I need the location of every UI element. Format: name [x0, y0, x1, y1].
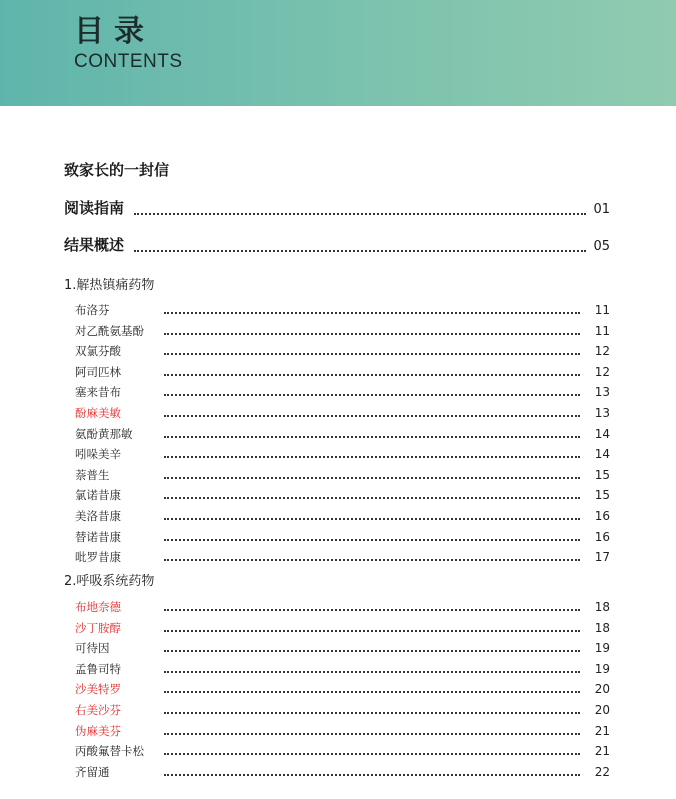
- toc-drug-entry[interactable]: [75, 763, 610, 781]
- toc-entry-page: 01: [593, 202, 610, 217]
- drug-name: 沙丁胺醇: [75, 620, 121, 635]
- section-title-antipyretic: 1.解热镇痛药物: [64, 278, 155, 293]
- drug-page-number: 14: [594, 426, 610, 441]
- drug-name: 布地奈德: [75, 600, 121, 614]
- drug-page-number: 11: [594, 323, 610, 338]
- drug-name: 塞来昔布: [75, 385, 121, 400]
- drug-name: 布洛芬: [75, 303, 110, 317]
- drug-page-number: 20: [594, 682, 610, 697]
- dot-leader: [164, 650, 580, 652]
- drug-name: 伪麻美芬: [75, 723, 121, 738]
- toc-drug-entry[interactable]: [75, 598, 610, 616]
- drug-page-number: 19: [594, 641, 610, 656]
- toc-entry-results-overview[interactable]: [64, 235, 610, 257]
- drug-page-number: 16: [594, 529, 610, 544]
- toc-preface[interactable]: [64, 160, 610, 180]
- toc-drug-entry[interactable]: [75, 363, 610, 381]
- toc-drug-entry[interactable]: [75, 342, 610, 360]
- dot-leader: [164, 518, 580, 520]
- header-banner: [0, 0, 676, 106]
- drug-page-number: 21: [594, 723, 610, 738]
- toc-entry-label: 结果概述: [64, 236, 125, 254]
- toc-drug-entry[interactable]: [75, 742, 610, 760]
- drug-page-number: 13: [594, 406, 610, 420]
- drug-name: 美洛昔康: [75, 509, 121, 523]
- dot-leader: [164, 609, 580, 611]
- drug-page-number: 12: [594, 344, 610, 359]
- toc-drug-entry[interactable]: [75, 639, 610, 657]
- drug-name: 可待因: [75, 641, 110, 656]
- toc-drug-entry[interactable]: [75, 445, 610, 463]
- dot-leader: [164, 539, 580, 541]
- dot-leader: [164, 374, 580, 376]
- drug-page-number: 14: [594, 447, 610, 462]
- drug-name: 齐留通: [75, 764, 110, 779]
- drug-page-number: 21: [594, 744, 610, 759]
- section-title-respiratory: 2.呼吸系统药物: [64, 574, 155, 589]
- page-subtitle: CONTENTS: [74, 51, 183, 72]
- dot-leader: [164, 415, 580, 417]
- dot-leader: [164, 477, 580, 479]
- dot-leader: [164, 753, 580, 755]
- toc-entry-reading-guide[interactable]: [64, 198, 610, 220]
- drug-name: 吡罗昔康: [75, 550, 121, 565]
- dot-leader: [164, 712, 580, 714]
- drug-name: 吲哚美辛: [75, 447, 121, 462]
- drug-page-number: 18: [594, 600, 610, 614]
- dot-leader: [134, 213, 586, 215]
- toc-drug-entry[interactable]: [75, 528, 610, 546]
- drug-page-number: 18: [594, 620, 610, 635]
- dot-leader: [164, 456, 580, 458]
- dot-leader: [164, 691, 580, 693]
- drug-page-number: 16: [594, 509, 610, 523]
- drug-name: 酚麻美敏: [75, 406, 121, 420]
- dot-leader: [164, 733, 580, 735]
- dot-leader: [134, 250, 586, 252]
- drug-name: 沙美特罗: [75, 682, 121, 697]
- drug-name: 氯诺昔康: [75, 488, 121, 503]
- drug-page-number: 17: [594, 550, 610, 565]
- drug-name: 氨酚黄那敏: [75, 426, 133, 441]
- drug-page-number: 20: [594, 703, 610, 717]
- dot-leader: [164, 630, 580, 632]
- toc-drug-entry[interactable]: [75, 548, 610, 566]
- page-title: 目录: [74, 14, 154, 49]
- drug-name: 阿司匹林: [75, 364, 121, 379]
- toc-drug-entry[interactable]: [75, 486, 610, 504]
- toc-drug-entry[interactable]: [75, 425, 610, 443]
- toc-drug-entry[interactable]: [75, 507, 610, 525]
- toc-drug-entry[interactable]: [75, 466, 610, 484]
- drug-page-number: 22: [594, 764, 610, 779]
- drug-page-number: 11: [594, 303, 610, 317]
- toc-drug-entry[interactable]: [75, 322, 610, 340]
- toc-drug-entry[interactable]: [75, 660, 610, 678]
- drug-name: 双氯芬酸: [75, 344, 121, 359]
- drug-name: 对乙酰氨基酚: [75, 323, 144, 338]
- toc-preface-label: 致家长的一封信: [64, 161, 170, 179]
- toc-entry-page: 05: [593, 239, 610, 254]
- toc-drug-entry[interactable]: [75, 701, 610, 719]
- dot-leader: [164, 333, 580, 335]
- dot-leader: [164, 394, 580, 396]
- dot-leader: [164, 353, 580, 355]
- dot-leader: [164, 436, 580, 438]
- toc-drug-entry[interactable]: [75, 619, 610, 637]
- dot-leader: [164, 671, 580, 673]
- drug-page-number: 15: [594, 467, 610, 482]
- dot-leader: [164, 312, 580, 314]
- drug-page-number: 19: [594, 661, 610, 676]
- drug-name: 孟鲁司特: [75, 661, 121, 676]
- dot-leader: [164, 774, 580, 776]
- toc-drug-entry[interactable]: [75, 722, 610, 740]
- toc-drug-entry[interactable]: [75, 680, 610, 698]
- drug-page-number: 12: [594, 364, 610, 379]
- toc-drug-entry[interactable]: [75, 404, 610, 422]
- toc-drug-entry[interactable]: [75, 383, 610, 401]
- dot-leader: [164, 497, 580, 499]
- dot-leader: [164, 559, 580, 561]
- drug-name: 替诺昔康: [75, 529, 121, 544]
- toc-drug-entry[interactable]: [75, 301, 610, 319]
- drug-page-number: 13: [594, 385, 610, 400]
- toc-entry-label: 阅读指南: [64, 199, 125, 217]
- drug-name: 右美沙芬: [75, 703, 121, 717]
- drug-name: 丙酸氟替卡松: [75, 744, 144, 759]
- drug-name: 萘普生: [75, 467, 110, 482]
- drug-page-number: 15: [594, 488, 610, 503]
